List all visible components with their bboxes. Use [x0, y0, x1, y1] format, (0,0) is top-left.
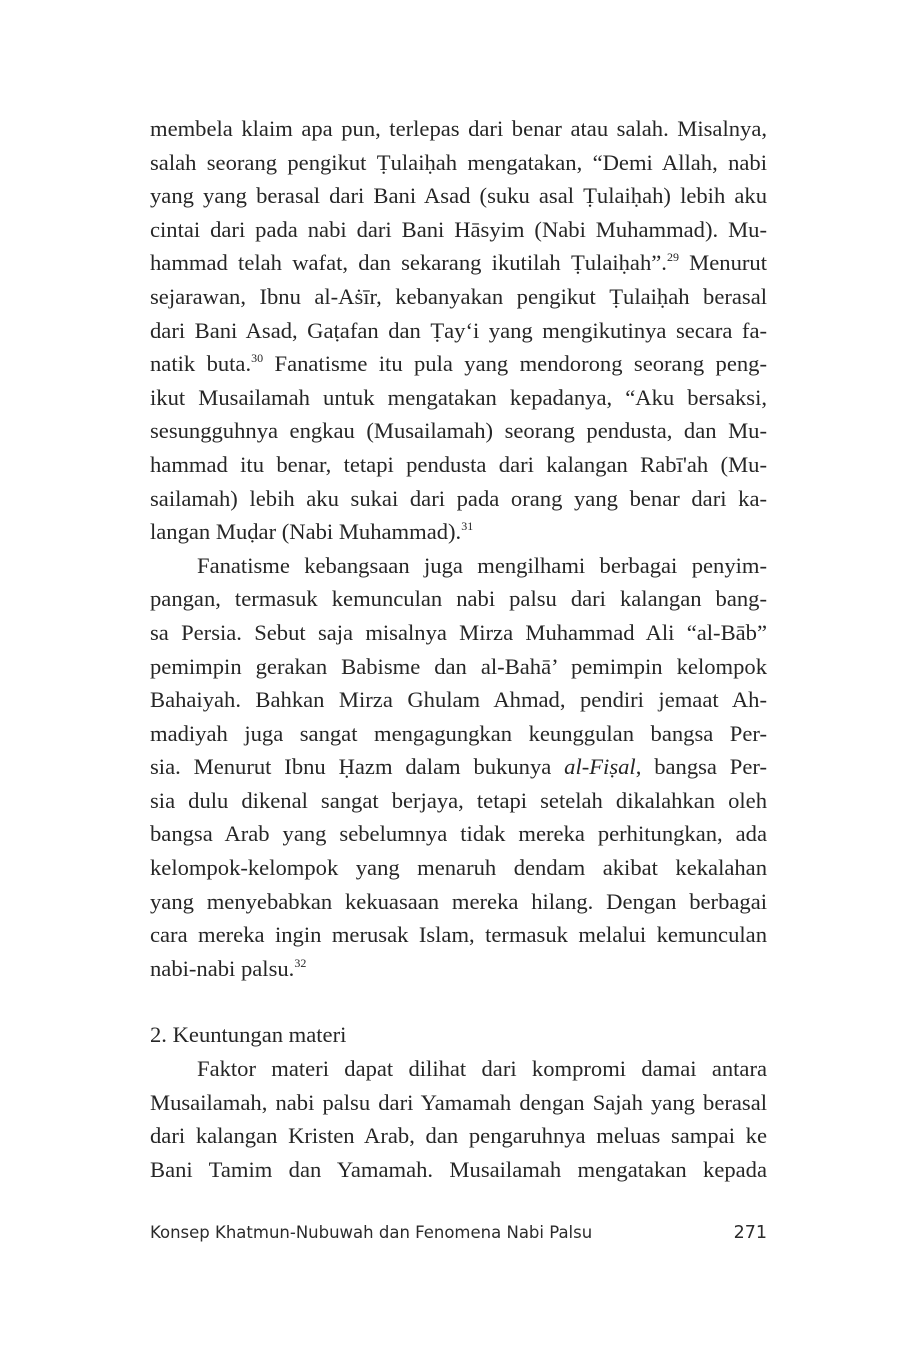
page-number: 271: [733, 1223, 767, 1243]
text-line: sailamah) lebih aku sukai dari pada orang yang benar dari ka-: [150, 485, 767, 511]
text-line: yang yang berasal dari Bani Asad (suku asal Ṭulaiḥah) lebih aku: [150, 183, 767, 209]
paragraph-2: [150, 549, 767, 583]
paragraph-2-body: [150, 582, 767, 985]
book-title-italic: al-Fiṣal: [564, 754, 636, 780]
text-line: [150, 246, 767, 280]
text-line: [150, 750, 767, 784]
text-line: [150, 515, 767, 549]
text-line: pemimpin gerakan Babisme dan al-Bahā’ pemimpin kelompok: [150, 653, 767, 679]
text-line: Fanatisme kebangsaan juga mengilhami berbagai penyim-: [197, 552, 767, 578]
text-segment: , bangsa Per-: [635, 754, 767, 780]
text-segment: langan Muḍar (Nabi Muhammad).: [150, 519, 462, 545]
paragraph-3: [150, 1052, 767, 1086]
text-segment: Menurut: [678, 250, 767, 276]
text-line: ikut Musailamah untuk mengatakan kepadanya, “Aku bersaksi,: [150, 384, 767, 410]
footnote-ref-32: 32: [294, 955, 307, 970]
text-line: sa Persia. Sebut saja misalnya Mirza Muhammad Ali “al-Bāb”: [150, 619, 767, 645]
text-line: sia dulu dikenal sangat berjaya, tetapi setelah dikalahkan oleh: [150, 787, 767, 813]
text-line: cintai dari pada nabi dari Bani Hāsyim (Nabi Muhammad). Mu-: [150, 216, 767, 242]
page-body: [150, 112, 767, 1186]
text-line: yang menyebabkan kekuasaan mereka hilang. Dengan berbagai: [150, 888, 767, 914]
text-line: bangsa Arab yang sebelumnya tidak mereka perhitungkan, ada: [150, 821, 767, 847]
text-segment: sia. Menurut Ibnu Ḥazm dalam bukunya: [150, 754, 565, 780]
text-segment: Fanatisme itu pula yang mendorong seorang peng-: [263, 351, 767, 377]
paragraph-1: [150, 112, 767, 549]
text-line: salah seorang pengikut Ṭulaiḥah mengatakan, “Demi Allah, nabi: [150, 149, 767, 175]
text-line: dari Bani Asad, Gaṭafan dan Ṭay‘i yang mengikutinya secara fa-: [150, 317, 767, 343]
text-line: Bahaiyah. Bahkan Mirza Ghulam Ahmad, pendiri jemaat Ah-: [150, 687, 767, 713]
text-line: sesungguhnya engkau (Musailamah) seorang pendusta, dan Mu-: [150, 418, 767, 444]
text-line: sejarawan, Ibnu al-Aṡīr, kebanyakan pengikut Ṭulaiḥah berasal: [150, 283, 767, 309]
text-line: Musailamah, nabi palsu dari Yamamah dengan Sajah yang berasal: [150, 1089, 767, 1115]
text-line: kelompok-kelompok yang menaruh dendam akibat kekalahan: [150, 855, 767, 881]
footnote-ref-30: 30: [251, 351, 264, 366]
text-line: hammad itu benar, tetapi pendusta dari kalangan Rabī'ah (Mu-: [150, 451, 767, 477]
text-line: Bani Tamim dan Yamamah. Musailamah mengatakan kepada: [150, 1156, 767, 1182]
text-line: madiyah juga sangat mengagungkan keunggulan bangsa Per-: [150, 720, 767, 746]
text-segment: natik buta.: [150, 351, 252, 377]
paragraph-3-body: [150, 1086, 767, 1187]
running-footer-title: Konsep Khatmun-Nubuwah dan Fenomena Nabi Palsu: [150, 1223, 593, 1242]
text-line: [150, 347, 767, 381]
text-line: cara mereka ingin merusak Islam, termasuk melalui kemunculan: [150, 922, 767, 948]
text-line: pangan, termasuk kemunculan nabi palsu dari kalangan bang-: [150, 586, 767, 612]
text-line: Faktor materi dapat dilihat dari kompromi damai antara: [197, 1056, 767, 1082]
section-heading: 2. Keuntungan materi: [150, 1022, 347, 1048]
text-line: membela klaim apa pun, terlepas dari benar atau salah. Misalnya,: [150, 116, 767, 141]
footnote-ref-31: 31: [461, 519, 474, 534]
footnote-ref-29: 29: [666, 250, 679, 265]
text-segment: nabi-nabi palsu.: [150, 955, 295, 981]
text-line: dari kalangan Kristen Arab, dan pengaruhnya meluas sampai ke: [150, 1123, 767, 1149]
text-line: [150, 952, 767, 986]
text-segment: hammad telah wafat, dan sekarang ikutilah Ṭulaiḥah”.: [150, 250, 667, 276]
